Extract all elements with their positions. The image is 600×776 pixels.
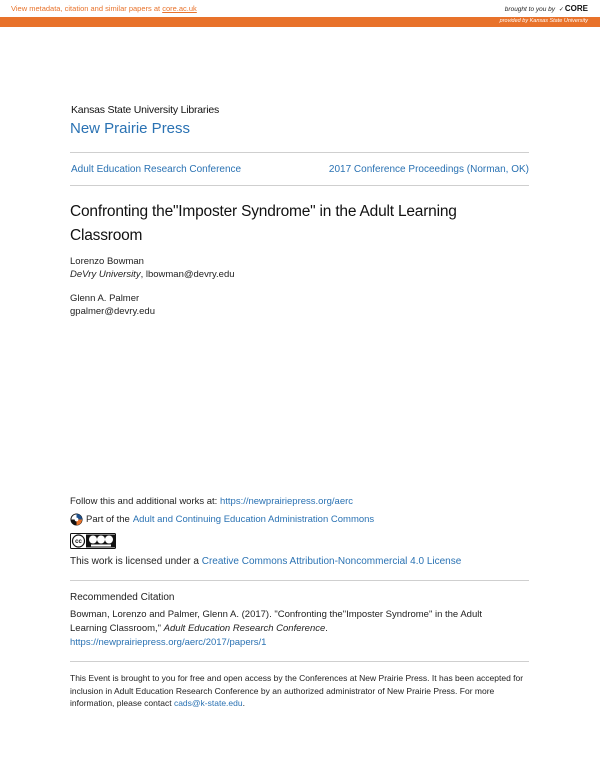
core-logo-text: CORE <box>564 4 588 13</box>
core-link[interactable]: core.ac.uk <box>162 4 197 13</box>
citation-separator: . <box>325 623 328 634</box>
core-logo-icon: ✓ <box>558 7 564 13</box>
contact-email-link[interactable]: cads@k-state.edu <box>173 698 243 708</box>
divider-collection <box>70 185 529 186</box>
author-name: Lorenzo Bowman <box>70 256 144 267</box>
divider-top <box>70 152 529 153</box>
follow-link[interactable]: https://newprairiepress.org/aerc <box>219 496 354 507</box>
cc-license-badge[interactable] <box>70 533 116 549</box>
commons-link[interactable]: Adult and Continuing Education Administration Commons <box>132 514 375 525</box>
provider-strip <box>0 17 600 27</box>
follow-line <box>70 496 353 507</box>
citation-link[interactable]: https://newprairiepress.org/aerc/2017/papers/1 <box>70 637 267 648</box>
author-email: , lbowman@devry.edu <box>140 269 235 280</box>
core-banner <box>0 0 600 17</box>
author-affiliation: DeVry University <box>70 269 141 280</box>
divider-citation <box>70 580 529 581</box>
network-icon <box>70 513 83 526</box>
disclaimer-end: . <box>242 698 245 708</box>
citation-body: Bowman, Lorenzo and Palmer, Glenn A. (2017). "Confronting the"Imposter Syndrome" in the Adult Learning Classroom," <box>70 609 482 634</box>
disclaimer <box>70 672 530 710</box>
provider-text: provided by Kansas State University <box>499 18 588 24</box>
part-of-text: Part of the <box>86 514 130 525</box>
author-name: Glenn A. Palmer <box>70 293 140 304</box>
divider-disclaimer <box>70 661 529 662</box>
disclaimer-text: This Event is brought to you for free and open access by the Conferences at New Prairie Press. It has been accepted for inclusion in Adult Education Research Conference by an authorized administrator of New Prairie Press. For more information, please contact <box>70 673 524 708</box>
core-view-line <box>11 4 197 13</box>
publisher-name: Kansas State University Libraries <box>71 104 220 116</box>
license-text: This work is licensed under a <box>70 556 202 567</box>
paper-title: Confronting the"Imposter Syndrome" in the Adult Learning Classroom <box>70 203 457 244</box>
core-logo[interactable] <box>559 4 588 13</box>
author-email: gpalmer@devry.edu <box>70 306 155 317</box>
core-view-text: View metadata, citation and similar papers at <box>11 4 163 13</box>
citation-text <box>70 608 520 650</box>
license-line <box>70 556 461 567</box>
svg-text:cc: cc <box>75 539 82 546</box>
core-brought-text: brought to you by <box>504 6 556 13</box>
follow-text: Follow this and additional works at: <box>70 496 220 507</box>
part-of-line <box>70 513 374 526</box>
citation-heading: Recommended Citation <box>70 592 175 603</box>
collection-link[interactable]: Adult Education Research Conference <box>71 164 242 175</box>
proceedings-link[interactable]: 2017 Conference Proceedings (Norman, OK) <box>328 164 529 175</box>
core-brought-by <box>505 4 588 13</box>
license-link[interactable]: Creative Commons Attribution-Noncommercial 4.0 License <box>201 556 462 567</box>
press-link[interactable]: New Prairie Press <box>70 120 191 137</box>
citation-journal: Adult Education Research Conference <box>163 623 326 634</box>
author-affiliation-line <box>70 269 235 280</box>
